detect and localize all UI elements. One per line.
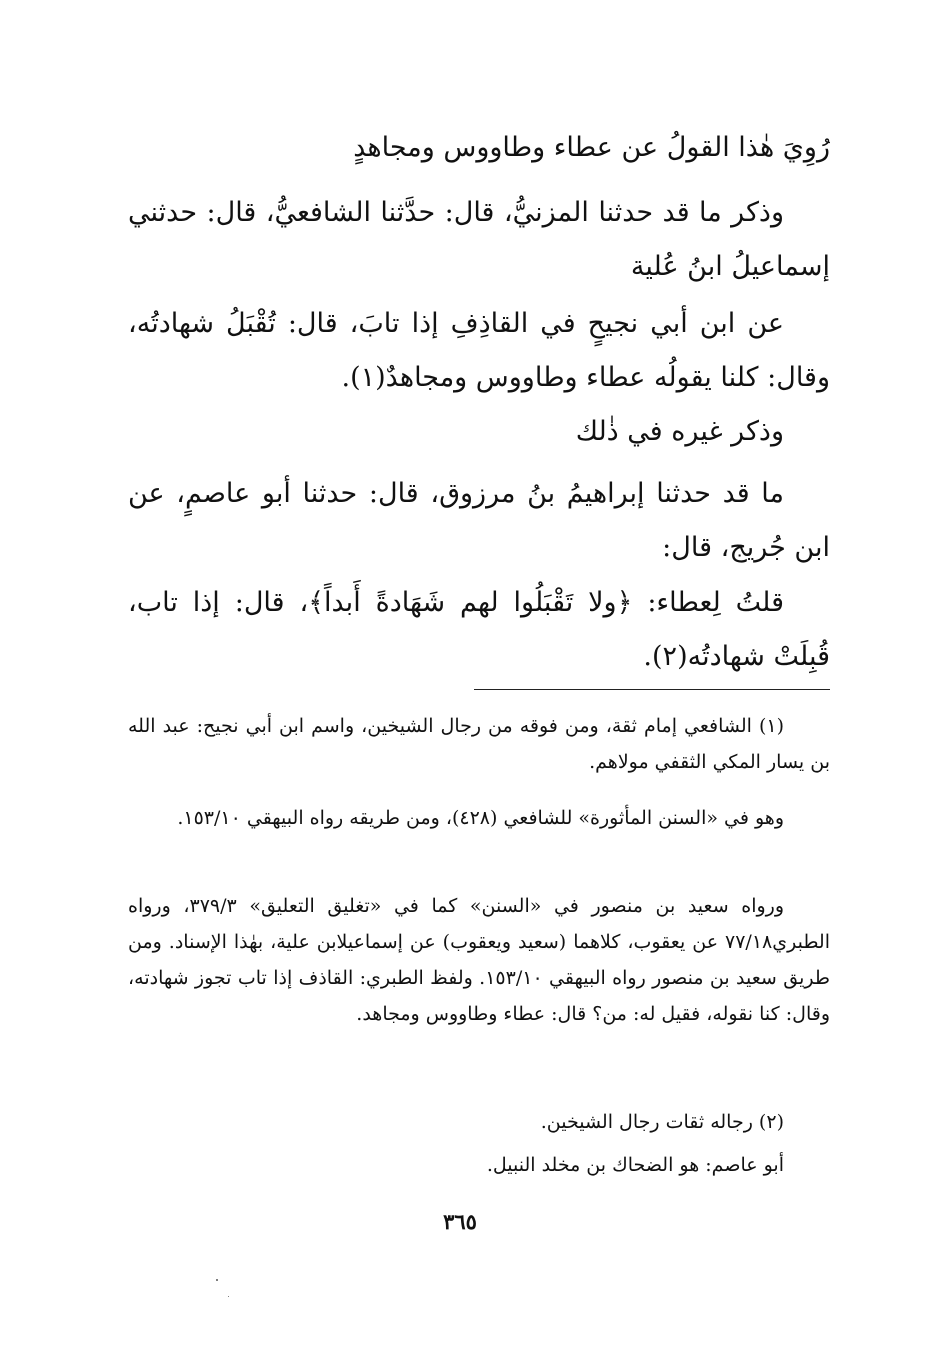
- paragraph-2: وذكر ما قد حدثنا المزنيُّ، قال: حدَّثنا الشافعيُّ، قال: حدثني إسماعيلُ ابنُ عُلية: [128, 197, 830, 282]
- footnote-1: (١) الشافعي إمام ثقة، ومن فوقه من رجال الشيخين، واسم ابن أبي نجيح: عبد الله بن يسار المكي الثقفي مولاهم.: [128, 715, 830, 773]
- paragraph-5: ما قد حدثنا إبراهيمُ بنُ مرزوق، قال: حدثنا أبو عاصمٍ، عن ابن جُريج، قال:: [128, 478, 830, 563]
- page-number: ٣٦٥: [443, 1209, 477, 1234]
- scan-speck: [216, 1279, 218, 1281]
- footnote-separator: [474, 689, 830, 690]
- paragraph-1: رُوِيَ هٰذا القولُ عن عطاء وطاووس ومجاهدٍ: [353, 132, 830, 163]
- paragraph-4: وذكر غيره في ذٰلك: [575, 416, 784, 447]
- footnote-1-detail: ورواه سعيد بن منصور في «السنن» كما في «تغليق التعليق» ٣٧٩/٣، ورواه الطبري٧٧/١٨ عن يعقوب، كلاهما (سعيد ويعقوب) عن إسماعيلابن علية، بهٰذا الإسناد. ومن طريق سعيد بن منصور رواه البيهقي ١٥٣/١٠. ولفظ الطبري: القاذف إذا تاب تجوز شهادته، وقال: كنا نقوله، فقيل له: من؟ قال: عطاء وطاووس ومجاهد.: [128, 895, 830, 1025]
- paragraph-3: عن ابن أبي نجيحٍ في القاذِفِ إذا تابَ، قال: تُقْبَلُ شهادتُه، وقال: كلنا يقولُه عطاء وطاووس ومجاهدٌ(١).: [128, 308, 830, 393]
- scan-speck: [228, 1296, 229, 1297]
- footnote-1-source: وهو في «السنن المأثورة» للشافعي (٤٢٨)، ومن طريقه رواه البيهقي ١٥٣/١٠.: [177, 807, 784, 829]
- footnote-2-note: أبو عاصم: هو الضحاك بن مخلد النبيل.: [486, 1154, 784, 1176]
- footnote-2: (٢) رجاله ثقات رجال الشيخين.: [540, 1111, 784, 1133]
- paragraph-6: قلتُ لِعطاء: ﴿ولا تَقْبَلُوا لهم شَهَادةً أَبداً﴾، قال: إذا تاب، قُبِلَتْ شهادتُه(٢).: [128, 587, 830, 672]
